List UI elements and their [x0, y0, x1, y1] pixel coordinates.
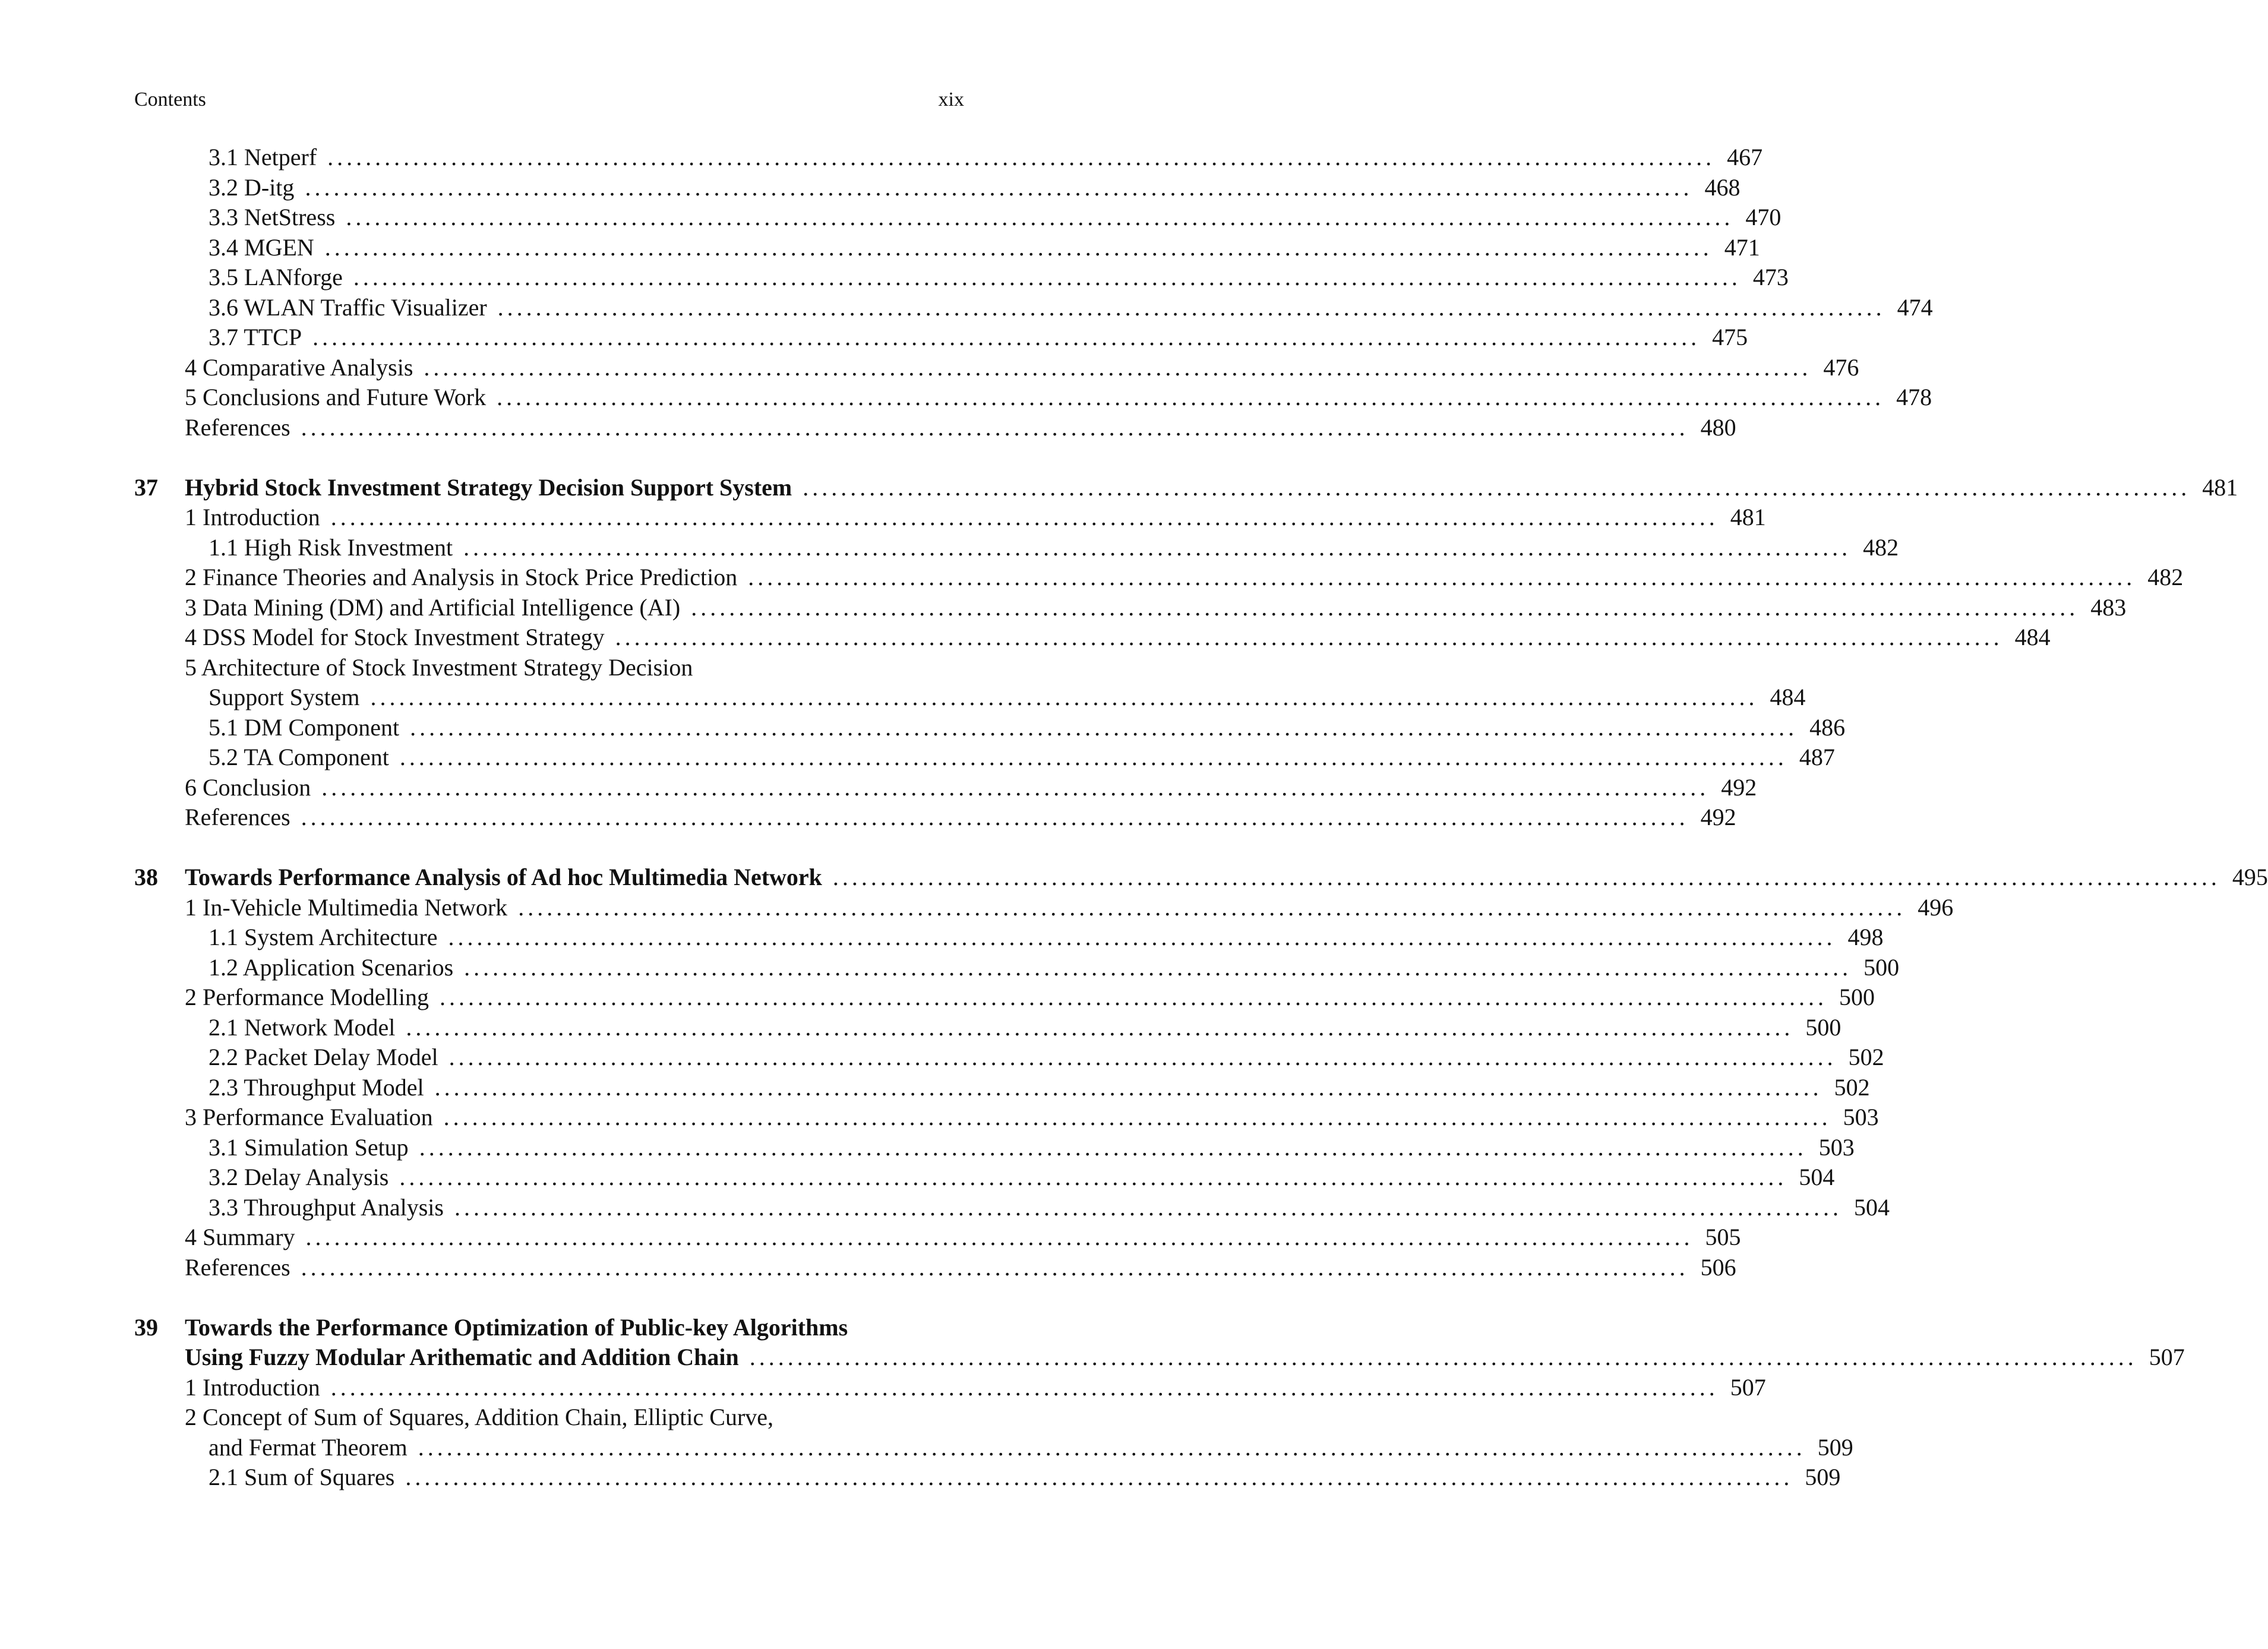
chapter-title-row[interactable]	[134, 473, 2238, 503]
entry-title: 4 DSS Model for Stock Investment Strategy	[185, 624, 605, 650]
entry-body	[185, 563, 2184, 593]
dot-leader: ..................................................................................................................................................	[497, 293, 1885, 321]
entry-body	[185, 743, 1835, 773]
entry-body	[185, 533, 1899, 563]
chapter-number: 38	[134, 864, 158, 890]
entry-title: 3 Performance Evaluation	[185, 1104, 433, 1130]
entry-title: 4 Comparative Analysis	[185, 353, 413, 381]
entry-page: 483	[2090, 593, 2127, 621]
entry-body	[185, 1373, 1766, 1403]
entry-title: 1.1 High Risk Investment	[209, 533, 453, 561]
toc-entry[interactable]	[134, 1043, 1884, 1073]
entry-page: 503	[1818, 1133, 1855, 1161]
table-of-contents	[134, 143, 2268, 1522]
entry-title: 2.1 Network Model	[209, 1013, 396, 1041]
entry-title: Support System	[209, 684, 360, 710]
dot-leader: ..................................................................................................................................................	[405, 1464, 1793, 1490]
entry-page: 504	[1799, 1164, 1835, 1190]
chapter-title-row[interactable]	[134, 1313, 964, 1343]
chapter-title: Towards Performance Analysis of Ad hoc Multimedia Network	[185, 864, 822, 890]
dot-leader: ..................................................................................................................................................	[305, 173, 1693, 201]
entry-title: 5 Conclusions and Future Work	[185, 384, 487, 410]
entry-page: 480	[1700, 413, 1736, 441]
toc-entry[interactable]	[134, 533, 1899, 563]
dot-leader: ..................................................................................................................................................	[749, 1344, 2137, 1370]
entry-title: 3.1 Netperf	[209, 144, 317, 170]
entry-title: 3.5 LANforge	[209, 264, 343, 290]
entry-page: 495	[2232, 864, 2268, 890]
entry-page: 500	[1805, 1013, 1841, 1041]
toc-entry[interactable]	[134, 1433, 1853, 1463]
entry-body	[185, 1222, 1741, 1253]
entry-title: 2.3 Throughput Model	[209, 1073, 424, 1101]
entry-title: 1.1 System Architecture	[209, 924, 438, 950]
dot-leader: ..................................................................................................................................................	[312, 324, 1701, 350]
entry-page: 481	[2202, 473, 2238, 501]
page-number: xix	[938, 89, 964, 110]
entry-title: 2 Concept of Sum of Squares, Addition Chain, Elliptic Curve,	[185, 1404, 774, 1430]
dot-leader: ..................................................................................................................................................	[419, 1133, 1807, 1161]
toc-entry[interactable]	[134, 233, 1760, 263]
dot-leader: ..................................................................................................................................................	[370, 684, 1758, 710]
entry-body	[185, 1193, 1890, 1223]
entry-page: 467	[1727, 144, 1763, 170]
entry-body	[185, 863, 2268, 893]
entry-body	[185, 203, 1781, 233]
entry-body	[185, 293, 1933, 323]
entry-title: 3.3 NetStress	[209, 204, 336, 230]
entry-body	[185, 1013, 1841, 1043]
entry-title: 2 Finance Theories and Analysis in Stock Price Prediction	[185, 564, 738, 590]
entry-body	[185, 983, 1875, 1013]
toc-entry[interactable]	[134, 1402, 964, 1433]
toc-entry[interactable]	[134, 1133, 1855, 1163]
entry-page: 502	[1848, 1044, 1884, 1070]
toc-entry[interactable]	[134, 893, 1954, 923]
dot-leader: ..................................................................................................................................................	[434, 1073, 1822, 1101]
dot-leader: ..................................................................................................................................................	[615, 624, 2003, 650]
chapter-title: Hybrid Stock Investment Strategy Decision Support System	[185, 473, 792, 501]
entry-page: 509	[1805, 1464, 1841, 1490]
dot-leader: ..................................................................................................................................................	[424, 353, 1812, 381]
chapter-title: Using Fuzzy Modular Arithematic and Addition Chain	[185, 1344, 739, 1370]
toc-entry[interactable]	[134, 1253, 1736, 1283]
toc-entry[interactable]	[134, 563, 2184, 593]
entry-body	[185, 653, 964, 683]
dot-leader: ..................................................................................................................................................	[497, 384, 1885, 410]
entry-page: 498	[1847, 924, 1884, 950]
entry-body	[185, 1433, 1853, 1463]
dot-leader: ..................................................................................................................................................	[448, 1044, 1837, 1070]
dot-leader: ..................................................................................................................................................	[305, 1224, 1694, 1250]
entry-body	[185, 803, 1736, 833]
dot-leader: ..................................................................................................................................................	[399, 744, 1787, 770]
entry-page: 478	[1896, 384, 1932, 410]
entry-body	[185, 473, 2238, 503]
entry-page: 509	[1817, 1433, 1853, 1461]
toc-entry[interactable]	[134, 923, 1884, 953]
entry-body	[185, 1073, 1870, 1103]
toc-entry[interactable]	[134, 1162, 1835, 1193]
entry-body	[185, 953, 1900, 983]
dot-leader: ..................................................................................................................................................	[330, 504, 1719, 530]
dot-leader: ..................................................................................................................................................	[803, 473, 2191, 501]
entry-title: 2.1 Sum of Squares	[209, 1464, 395, 1490]
entry-body	[185, 893, 1954, 923]
toc-entry[interactable]	[134, 1103, 1879, 1133]
entry-body	[185, 1103, 1879, 1133]
entry-body	[185, 713, 1846, 743]
entry-body	[185, 323, 1748, 353]
toc-entry[interactable]	[134, 1073, 1870, 1103]
dot-leader: ..................................................................................................................................................	[353, 264, 1741, 290]
entry-title: 3.4 MGEN	[209, 233, 314, 261]
entry-title: 3.7 TTCP	[209, 324, 302, 350]
entry-page: 492	[1700, 804, 1736, 830]
toc-entry[interactable]	[134, 383, 1932, 413]
toc-entry[interactable]	[134, 263, 1789, 293]
dot-leader: ..................................................................................................................................................	[399, 1164, 1787, 1190]
chapter-title-row[interactable]	[134, 1342, 2185, 1373]
entry-page: 496	[1918, 893, 1954, 921]
toc-entry[interactable]	[134, 983, 1875, 1013]
entry-body	[185, 923, 1884, 953]
toc-entry[interactable]	[134, 293, 1933, 323]
toc-entry[interactable]	[134, 653, 964, 683]
toc-entry[interactable]	[134, 1013, 1841, 1043]
entry-body	[185, 1162, 1835, 1193]
entry-body	[185, 143, 1763, 173]
dot-leader: ..................................................................................................................................................	[327, 144, 1716, 170]
dot-leader: ..................................................................................................................................................	[301, 1253, 1689, 1281]
entry-body	[185, 383, 1932, 413]
entry-title: References	[185, 804, 290, 830]
entry-page: 471	[1724, 233, 1760, 261]
entry-title: 5.2 TA Component	[209, 744, 389, 770]
entry-page: 505	[1705, 1224, 1741, 1250]
toc-entry[interactable]	[134, 683, 1806, 713]
entry-title: 5 Architecture of Stock Investment Strategy Decision	[185, 653, 693, 681]
toc-entry[interactable]	[134, 1462, 1841, 1493]
entry-title: 3 Data Mining (DM) and Artificial Intelligence (AI)	[185, 593, 681, 621]
entry-title: References	[185, 1253, 290, 1281]
dot-leader: ..................................................................................................................................................	[691, 593, 2079, 621]
entry-title: 3.2 Delay Analysis	[209, 1164, 389, 1190]
chapter-number: 37	[134, 473, 158, 501]
entry-page: 487	[1799, 744, 1835, 770]
entry-page: 474	[1897, 293, 1933, 321]
entry-page: 500	[1863, 953, 1900, 981]
entry-body	[185, 503, 1766, 533]
toc-entry[interactable]	[134, 323, 1748, 353]
toc-entry[interactable]	[134, 143, 1763, 173]
dot-leader: ..................................................................................................................................................	[464, 953, 1852, 981]
dot-leader: ..................................................................................................................................................	[321, 773, 1710, 801]
dot-leader: ..................................................................................................................................................	[448, 924, 1836, 950]
entry-title: 2 Performance Modelling	[185, 984, 429, 1010]
entry-page: 476	[1823, 353, 1859, 381]
entry-body	[185, 683, 1806, 713]
toc-chapter	[134, 1313, 2185, 1493]
dot-leader: ..................................................................................................................................................	[418, 1433, 1806, 1461]
entry-page: 503	[1843, 1104, 1879, 1130]
entry-body	[185, 773, 1757, 803]
entry-page: 481	[1730, 504, 1766, 530]
entry-title: 1 In-Vehicle Multimedia Network	[185, 893, 508, 921]
entry-page: 502	[1834, 1073, 1870, 1101]
toc-entry[interactable]	[134, 353, 1859, 383]
entry-page: 492	[1721, 773, 1757, 801]
entry-body	[185, 623, 2051, 653]
dot-leader: ..................................................................................................................................................	[346, 204, 1734, 230]
dot-leader: ..................................................................................................................................................	[832, 864, 2220, 890]
entry-title: 1 Introduction	[185, 1373, 320, 1401]
toc-entry[interactable]	[134, 803, 1736, 833]
toc-entry[interactable]	[134, 713, 1846, 743]
chapter-title: Towards the Performance Optimization of Public-key Algorithms	[185, 1313, 848, 1341]
toc-entry[interactable]	[134, 173, 1741, 203]
entry-page: 506	[1700, 1253, 1736, 1281]
entry-title: 6 Conclusion	[185, 773, 311, 801]
entry-page: 473	[1752, 264, 1789, 290]
entry-page: 484	[2014, 624, 2051, 650]
entry-title: and Fermat Theorem	[209, 1433, 408, 1461]
entry-title: 1 Introduction	[185, 504, 320, 530]
toc-chapter	[134, 473, 2238, 833]
entry-body	[185, 1342, 2185, 1373]
entry-title: 3.6 WLAN Traffic Visualizer	[209, 293, 487, 321]
toc-entry[interactable]	[134, 953, 1900, 983]
chapter-title-row[interactable]	[134, 863, 2268, 893]
entry-title: 1.2 Application Scenarios	[209, 953, 454, 981]
dot-leader: ..................................................................................................................................................	[324, 233, 1713, 261]
entry-page: 507	[1730, 1373, 1766, 1401]
dot-leader: ..................................................................................................................................................	[443, 1104, 1831, 1130]
entry-title: 2.2 Packet Delay Model	[209, 1044, 438, 1070]
dot-leader: ..................................................................................................................................................	[301, 413, 1689, 441]
chapter-number: 39	[134, 1313, 158, 1341]
entry-title: 3.2 D-itg	[209, 173, 295, 201]
entry-title: 3.3 Throughput Analysis	[209, 1193, 444, 1221]
entry-body	[185, 593, 2127, 623]
entry-page: 507	[2149, 1344, 2185, 1370]
dot-leader: ..................................................................................................................................................	[330, 1373, 1719, 1401]
entry-body	[185, 1313, 964, 1343]
toc-entry[interactable]	[134, 623, 2051, 653]
entry-body	[185, 1402, 964, 1433]
entry-body	[185, 1253, 1736, 1283]
toc-entry[interactable]	[134, 773, 1757, 803]
toc-entry[interactable]	[134, 593, 2127, 623]
dot-leader: ..................................................................................................................................................	[440, 984, 1827, 1010]
entry-page: 470	[1745, 204, 1781, 230]
dot-leader: ..................................................................................................................................................	[518, 893, 1906, 921]
entry-title: 4 Summary	[185, 1224, 295, 1250]
toc-entry[interactable]	[134, 743, 1835, 773]
entry-body	[185, 233, 1760, 263]
toc-entry[interactable]	[134, 413, 1736, 443]
entry-title: References	[185, 413, 290, 441]
entry-page: 468	[1704, 173, 1741, 201]
entry-body	[185, 1462, 1841, 1493]
dot-leader: ..................................................................................................................................................	[301, 804, 1689, 830]
toc-entry[interactable]	[134, 1373, 1766, 1403]
entry-body	[185, 1133, 1855, 1163]
entry-body	[185, 413, 1736, 443]
toc-entry[interactable]	[134, 503, 1766, 533]
entry-page: 484	[1770, 684, 1806, 710]
entry-page: 482	[2147, 564, 2184, 590]
entry-body	[185, 1043, 1884, 1073]
entry-title: 5.1 DM Component	[209, 713, 400, 741]
entry-title: 3.1 Simulation Setup	[209, 1133, 409, 1161]
toc-entry[interactable]	[134, 1193, 1890, 1223]
toc-entry[interactable]	[134, 203, 1781, 233]
entry-page: 486	[1809, 713, 1846, 741]
entry-page: 482	[1863, 533, 1899, 561]
entry-page: 475	[1712, 324, 1748, 350]
dot-leader: ..................................................................................................................................................	[748, 564, 2136, 590]
dot-leader: ..................................................................................................................................................	[406, 1013, 1794, 1041]
entry-page: 504	[1853, 1193, 1890, 1221]
entry-body	[185, 173, 1741, 203]
toc-entry[interactable]	[134, 1222, 1741, 1253]
dot-leader: ..................................................................................................................................................	[454, 1193, 1842, 1221]
toc-chapter	[134, 863, 2268, 1282]
toc-chapter	[134, 143, 1933, 443]
entry-body	[185, 353, 1859, 383]
dot-leader: ..................................................................................................................................................	[410, 713, 1798, 741]
entry-body	[185, 263, 1789, 293]
entry-page: 500	[1839, 984, 1875, 1010]
dot-leader: ..................................................................................................................................................	[463, 533, 1852, 561]
running-head-section: Contents	[134, 89, 206, 110]
